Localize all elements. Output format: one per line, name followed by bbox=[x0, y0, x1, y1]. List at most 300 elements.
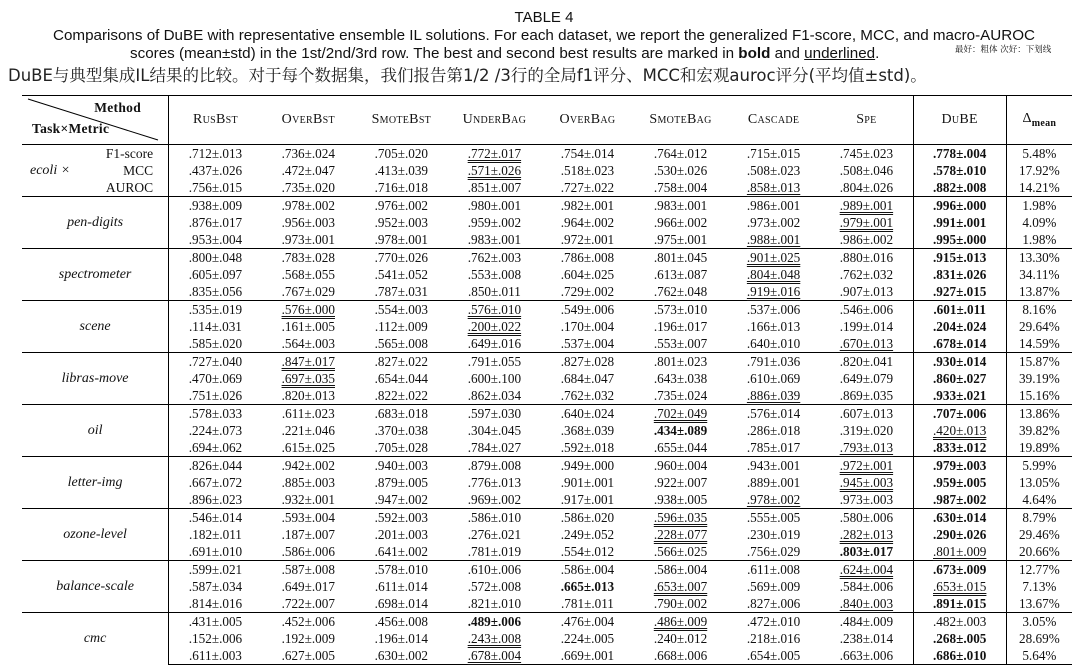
best-score: .915±.013 bbox=[933, 250, 987, 265]
score-value: .192±.009 bbox=[281, 631, 335, 646]
dataset-name: libras-move bbox=[22, 353, 169, 405]
score-value: .827±.006 bbox=[746, 596, 801, 611]
score-cell bbox=[355, 335, 448, 353]
score-value: .597±.030 bbox=[467, 406, 522, 421]
score-value: .573±.010 bbox=[653, 302, 708, 317]
score-cell bbox=[448, 387, 541, 405]
score-cell bbox=[913, 301, 1006, 319]
score-cell bbox=[541, 578, 634, 595]
score-cell bbox=[634, 283, 727, 301]
table-row bbox=[22, 595, 1072, 613]
delta-mean-value: 13.67% bbox=[1006, 595, 1072, 613]
best-score: .860±.027 bbox=[933, 371, 987, 386]
score-value: .630±.002 bbox=[374, 648, 429, 663]
score-cell bbox=[448, 474, 541, 491]
score-cell bbox=[634, 595, 727, 613]
score-cell bbox=[169, 283, 262, 301]
delta-mean-value: 39.82% bbox=[1006, 422, 1072, 439]
table-row bbox=[22, 370, 1072, 387]
score-cell bbox=[541, 162, 634, 179]
score-value: .576±.014 bbox=[746, 406, 801, 421]
score-cell bbox=[820, 145, 913, 163]
score-cell bbox=[820, 595, 913, 613]
score-value: .368±.039 bbox=[560, 423, 615, 438]
score-cell bbox=[913, 595, 1006, 613]
score-cell bbox=[262, 561, 355, 579]
score-value: .762±.048 bbox=[653, 284, 708, 299]
best-score: .996±.000 bbox=[933, 198, 987, 213]
score-value: .972±.001 bbox=[560, 232, 615, 247]
score-value: .960±.004 bbox=[653, 458, 708, 473]
score-value: .470±.069 bbox=[188, 371, 243, 386]
score-cell bbox=[355, 561, 448, 579]
score-cell bbox=[262, 197, 355, 215]
score-cell bbox=[355, 370, 448, 387]
score-cell bbox=[727, 283, 820, 301]
second-best-score: .653±.007 bbox=[653, 579, 708, 594]
score-cell bbox=[541, 214, 634, 231]
score-cell bbox=[355, 595, 448, 613]
score-cell bbox=[262, 387, 355, 405]
score-value: .604±.025 bbox=[560, 267, 615, 282]
score-value: .776±.013 bbox=[467, 475, 522, 490]
best-score: .204±.024 bbox=[933, 319, 987, 334]
delta-mean-value: 28.69% bbox=[1006, 630, 1072, 647]
score-value: .821±.010 bbox=[467, 596, 522, 611]
dataset-name: ozone-level bbox=[22, 509, 169, 561]
score-value: .901±.001 bbox=[560, 475, 615, 490]
second-best-score: .945±.003 bbox=[839, 475, 894, 490]
score-cell bbox=[448, 491, 541, 509]
score-cell bbox=[820, 318, 913, 335]
table-row bbox=[22, 179, 1072, 197]
caption-line-1: Comparisons of DuBE with representative ensemble IL solutions. For each dataset, we report the generalized F1-score, MCC, and macro-AUROC bbox=[53, 27, 1035, 44]
score-cell bbox=[169, 509, 262, 527]
score-cell bbox=[820, 301, 913, 319]
score-cell bbox=[913, 457, 1006, 475]
score-cell bbox=[262, 647, 355, 665]
score-value: .820±.013 bbox=[281, 388, 335, 403]
score-cell bbox=[262, 474, 355, 491]
score-value: .938±.009 bbox=[188, 198, 243, 213]
score-value: .917±.001 bbox=[560, 492, 615, 507]
score-cell bbox=[355, 353, 448, 371]
table-row bbox=[22, 491, 1072, 509]
score-value: .592±.003 bbox=[374, 510, 429, 525]
score-cell bbox=[169, 578, 262, 595]
score-cell bbox=[727, 509, 820, 527]
score-value: .698±.014 bbox=[374, 596, 429, 611]
best-score: .686±.010 bbox=[933, 648, 987, 663]
score-cell bbox=[820, 249, 913, 267]
score-cell bbox=[634, 145, 727, 163]
score-value: .826±.044 bbox=[188, 458, 243, 473]
score-cell bbox=[820, 405, 913, 423]
score-value: .568±.055 bbox=[281, 267, 335, 282]
score-value: .667±.072 bbox=[188, 475, 243, 490]
score-value: .546±.006 bbox=[839, 302, 894, 317]
score-cell bbox=[169, 439, 262, 457]
table-row bbox=[22, 197, 1072, 215]
task-metric-label: Task×Metric bbox=[32, 121, 110, 136]
score-cell bbox=[169, 491, 262, 509]
second-best-score: .772±.017 bbox=[467, 146, 522, 161]
score-value: .949±.000 bbox=[560, 458, 615, 473]
table-row bbox=[22, 526, 1072, 543]
score-value: .201±.003 bbox=[374, 527, 429, 542]
score-value: .627±.005 bbox=[281, 648, 335, 663]
dataset-name: cmc bbox=[22, 613, 169, 665]
score-cell bbox=[541, 197, 634, 215]
dataset-name: scene bbox=[22, 301, 169, 353]
score-value: .956±.003 bbox=[281, 215, 335, 230]
score-cell bbox=[634, 179, 727, 197]
score-cell bbox=[727, 214, 820, 231]
score-value: .978±.002 bbox=[281, 198, 335, 213]
score-value: .413±.039 bbox=[374, 163, 429, 178]
score-value: .484±.009 bbox=[839, 614, 894, 629]
score-value: .791±.036 bbox=[746, 354, 801, 369]
score-value: .249±.052 bbox=[560, 527, 615, 542]
score-cell bbox=[541, 491, 634, 509]
header-corner bbox=[22, 96, 169, 145]
score-value: .166±.013 bbox=[746, 319, 801, 334]
table-row bbox=[22, 283, 1072, 301]
score-value: .683±.018 bbox=[374, 406, 429, 421]
score-value: .535±.019 bbox=[188, 302, 243, 317]
score-value: .982±.001 bbox=[560, 198, 615, 213]
score-value: .966±.002 bbox=[653, 215, 708, 230]
score-cell bbox=[541, 561, 634, 579]
score-cell bbox=[355, 249, 448, 267]
score-value: .947±.002 bbox=[374, 492, 429, 507]
table-row bbox=[22, 249, 1072, 267]
delta-mean-value: 12.77% bbox=[1006, 561, 1072, 579]
score-cell bbox=[820, 231, 913, 249]
best-score: .831±.026 bbox=[933, 267, 987, 282]
score-value: .783±.028 bbox=[281, 250, 335, 265]
score-value: .611±.014 bbox=[374, 579, 428, 594]
score-cell bbox=[541, 630, 634, 647]
column-header: OverBag bbox=[541, 96, 634, 145]
score-cell bbox=[727, 630, 820, 647]
second-best-score: .972±.001 bbox=[839, 458, 894, 473]
score-cell bbox=[169, 647, 262, 665]
score-cell bbox=[262, 231, 355, 249]
score-value: .114±.031 bbox=[189, 319, 242, 334]
delta-mean-value: 13.05% bbox=[1006, 474, 1072, 491]
score-cell bbox=[541, 179, 634, 197]
second-best-score: .793±.013 bbox=[839, 440, 894, 455]
results-table bbox=[22, 95, 1072, 665]
score-cell bbox=[448, 457, 541, 475]
score-cell bbox=[727, 162, 820, 179]
score-cell bbox=[169, 179, 262, 197]
score-value: .983±.001 bbox=[467, 232, 522, 247]
score-value: .587±.034 bbox=[188, 579, 243, 594]
delta-mean-value: 20.66% bbox=[1006, 543, 1072, 561]
column-header: SmoteBst bbox=[355, 96, 448, 145]
score-cell bbox=[913, 283, 1006, 301]
score-cell bbox=[727, 405, 820, 423]
score-cell bbox=[169, 214, 262, 231]
caption-line-2 bbox=[130, 45, 879, 63]
table-row bbox=[22, 318, 1072, 335]
header-row bbox=[22, 96, 1072, 145]
score-value: .804±.026 bbox=[839, 180, 894, 195]
score-cell bbox=[913, 526, 1006, 543]
score-cell bbox=[727, 578, 820, 595]
score-value: .770±.026 bbox=[374, 250, 429, 265]
best-score: .489±.006 bbox=[467, 614, 522, 629]
score-value: .585±.020 bbox=[188, 336, 243, 351]
column-header: UnderBag bbox=[448, 96, 541, 145]
score-cell bbox=[448, 231, 541, 249]
score-cell bbox=[634, 439, 727, 457]
score-cell bbox=[355, 387, 448, 405]
score-cell bbox=[634, 301, 727, 319]
score-value: .885±.003 bbox=[281, 475, 335, 490]
score-cell bbox=[448, 145, 541, 163]
score-cell bbox=[355, 543, 448, 561]
score-value: .586±.020 bbox=[560, 510, 615, 525]
dataset-name: spectrometer bbox=[22, 249, 169, 301]
score-value: .611±.003 bbox=[189, 648, 242, 663]
dataset-name: oil bbox=[22, 405, 169, 457]
score-cell bbox=[541, 249, 634, 267]
delta-mean-value: 4.64% bbox=[1006, 491, 1072, 509]
score-value: .530±.026 bbox=[653, 163, 708, 178]
score-cell bbox=[448, 370, 541, 387]
score-cell bbox=[448, 162, 541, 179]
score-cell bbox=[262, 266, 355, 283]
best-score: .933±.021 bbox=[933, 388, 987, 403]
best-score: .678±.014 bbox=[933, 336, 987, 351]
score-value: .640±.010 bbox=[746, 336, 801, 351]
score-cell bbox=[541, 335, 634, 353]
score-cell bbox=[541, 526, 634, 543]
score-value: .370±.038 bbox=[374, 423, 429, 438]
score-cell bbox=[913, 266, 1006, 283]
score-value: .655±.044 bbox=[653, 440, 708, 455]
best-score: .891±.015 bbox=[933, 596, 987, 611]
second-best-score: .858±.013 bbox=[746, 180, 801, 195]
score-cell bbox=[634, 561, 727, 579]
score-cell bbox=[727, 439, 820, 457]
score-value: .736±.024 bbox=[281, 146, 335, 161]
score-value: .907±.013 bbox=[839, 284, 894, 299]
best-score: .991±.001 bbox=[933, 215, 987, 230]
best-score: .803±.017 bbox=[839, 544, 894, 559]
best-score: .630±.014 bbox=[933, 510, 987, 525]
column-header: Spe bbox=[820, 96, 913, 145]
score-cell bbox=[448, 613, 541, 631]
score-cell bbox=[169, 162, 262, 179]
score-cell bbox=[262, 543, 355, 561]
score-cell bbox=[169, 457, 262, 475]
score-value: .973±.001 bbox=[281, 232, 335, 247]
score-cell bbox=[262, 145, 355, 163]
score-cell bbox=[913, 179, 1006, 197]
score-value: .518±.023 bbox=[560, 163, 615, 178]
score-value: .610±.006 bbox=[467, 562, 522, 577]
score-cell bbox=[262, 370, 355, 387]
score-cell bbox=[913, 335, 1006, 353]
score-cell bbox=[169, 266, 262, 283]
second-best-score: .678±.004 bbox=[467, 648, 522, 663]
score-cell bbox=[262, 422, 355, 439]
score-cell bbox=[262, 335, 355, 353]
score-cell bbox=[262, 491, 355, 509]
score-value: .986±.001 bbox=[746, 198, 801, 213]
caption-underline-word: underlined bbox=[804, 45, 876, 62]
caption-line-2-text: scores (mean±std) in the 1st/2nd/3rd row. The best and second best results are marked in bbox=[130, 45, 735, 62]
chinese-caption: DuBE与典型集成IL结果的比较。对于每个数据集，我们报告第1/2 /3行的全局f1评分、MCC和宏观auroc评分(平均值±std)。 bbox=[8, 66, 927, 85]
score-cell bbox=[169, 353, 262, 371]
score-cell bbox=[448, 578, 541, 595]
score-cell bbox=[913, 353, 1006, 371]
score-cell bbox=[634, 457, 727, 475]
score-value: .218±.016 bbox=[746, 631, 801, 646]
score-value: .276±.021 bbox=[467, 527, 522, 542]
table-row bbox=[22, 543, 1072, 561]
delta-subscript: mean bbox=[1031, 117, 1057, 129]
second-best-score: .653±.015 bbox=[933, 579, 987, 594]
second-best-score: .624±.004 bbox=[839, 562, 894, 577]
second-best-score: .919±.016 bbox=[746, 284, 801, 299]
score-value: .694±.062 bbox=[188, 440, 243, 455]
score-value: .932±.001 bbox=[281, 492, 335, 507]
table-row bbox=[22, 474, 1072, 491]
score-value: .554±.003 bbox=[374, 302, 429, 317]
score-value: .756±.029 bbox=[746, 544, 801, 559]
score-value: .785±.017 bbox=[746, 440, 801, 455]
score-value: .112±.009 bbox=[374, 319, 428, 334]
score-value: .640±.024 bbox=[560, 406, 615, 421]
table-row bbox=[22, 561, 1072, 579]
score-value: .973±.003 bbox=[839, 492, 894, 507]
delta-mean-value: 19.89% bbox=[1006, 439, 1072, 457]
score-value: .735±.024 bbox=[653, 388, 708, 403]
score-value: .889±.001 bbox=[746, 475, 801, 490]
score-value: .431±.005 bbox=[188, 614, 243, 629]
score-value: .940±.003 bbox=[374, 458, 429, 473]
best-score: .707±.006 bbox=[933, 406, 987, 421]
score-cell bbox=[634, 405, 727, 423]
score-cell bbox=[634, 647, 727, 665]
score-value: .586±.004 bbox=[560, 562, 615, 577]
score-value: .238±.014 bbox=[839, 631, 894, 646]
score-value: .786±.008 bbox=[560, 250, 615, 265]
score-value: .304±.045 bbox=[467, 423, 522, 438]
score-value: .437±.026 bbox=[188, 163, 243, 178]
score-value: .599±.021 bbox=[188, 562, 243, 577]
score-value: .715±.015 bbox=[746, 146, 801, 161]
best-score: .833±.012 bbox=[933, 440, 987, 455]
score-cell bbox=[169, 197, 262, 215]
score-value: .649±.017 bbox=[281, 579, 335, 594]
dataset-label-ecoli bbox=[22, 145, 169, 197]
score-value: .978±.001 bbox=[374, 232, 429, 247]
score-value: .161±.005 bbox=[281, 319, 335, 334]
second-best-score: .702±.049 bbox=[653, 406, 708, 421]
score-cell bbox=[169, 231, 262, 249]
score-cell bbox=[355, 318, 448, 335]
score-cell bbox=[262, 457, 355, 475]
score-cell bbox=[634, 630, 727, 647]
delta-mean-value: 29.46% bbox=[1006, 526, 1072, 543]
score-cell bbox=[727, 318, 820, 335]
score-value: .684±.047 bbox=[560, 371, 615, 386]
score-value: .938±.005 bbox=[653, 492, 708, 507]
score-value: .587±.008 bbox=[281, 562, 335, 577]
score-cell bbox=[727, 561, 820, 579]
score-value: .549±.006 bbox=[560, 302, 615, 317]
table-row bbox=[22, 578, 1072, 595]
score-cell bbox=[820, 387, 913, 405]
score-cell bbox=[913, 613, 1006, 631]
score-value: .578±.010 bbox=[374, 562, 429, 577]
score-value: .554±.012 bbox=[560, 544, 615, 559]
score-cell bbox=[727, 526, 820, 543]
best-score: .434±.089 bbox=[653, 423, 708, 438]
score-cell bbox=[727, 370, 820, 387]
score-cell bbox=[262, 509, 355, 527]
score-cell bbox=[541, 647, 634, 665]
score-value: .641±.002 bbox=[374, 544, 429, 559]
score-value: .800±.048 bbox=[188, 250, 243, 265]
score-cell bbox=[541, 457, 634, 475]
score-cell bbox=[169, 630, 262, 647]
score-value: .767±.029 bbox=[281, 284, 335, 299]
score-value: .508±.046 bbox=[839, 163, 894, 178]
score-cell bbox=[541, 613, 634, 631]
score-cell bbox=[262, 526, 355, 543]
score-cell bbox=[448, 249, 541, 267]
score-value: .565±.008 bbox=[374, 336, 429, 351]
score-value: .705±.028 bbox=[374, 440, 429, 455]
score-cell bbox=[913, 405, 1006, 423]
table-row bbox=[22, 630, 1072, 647]
score-value: .643±.038 bbox=[653, 371, 708, 386]
score-cell bbox=[448, 422, 541, 439]
dataset-name: balance-scale bbox=[22, 561, 169, 613]
score-value: .553±.007 bbox=[653, 336, 708, 351]
delta-mean-value: 13.87% bbox=[1006, 283, 1072, 301]
score-value: .973±.002 bbox=[746, 215, 801, 230]
score-value: .735±.020 bbox=[281, 180, 335, 195]
score-cell bbox=[634, 422, 727, 439]
score-cell bbox=[634, 474, 727, 491]
score-value: .586±.010 bbox=[467, 510, 522, 525]
score-cell bbox=[913, 543, 1006, 561]
score-value: .649±.016 bbox=[467, 336, 522, 351]
score-value: .745±.023 bbox=[839, 146, 894, 161]
score-cell bbox=[727, 422, 820, 439]
score-value: .959±.002 bbox=[467, 215, 522, 230]
score-cell bbox=[355, 613, 448, 631]
score-value: .482±.003 bbox=[933, 614, 987, 629]
score-value: .879±.008 bbox=[467, 458, 522, 473]
score-cell bbox=[727, 301, 820, 319]
delta-mean-value: 17.92% bbox=[1006, 162, 1072, 179]
score-cell bbox=[355, 266, 448, 283]
delta-mean-value: 13.30% bbox=[1006, 249, 1072, 267]
score-cell bbox=[541, 266, 634, 283]
score-cell bbox=[634, 318, 727, 335]
score-cell bbox=[634, 249, 727, 267]
score-value: .668±.006 bbox=[653, 648, 708, 663]
